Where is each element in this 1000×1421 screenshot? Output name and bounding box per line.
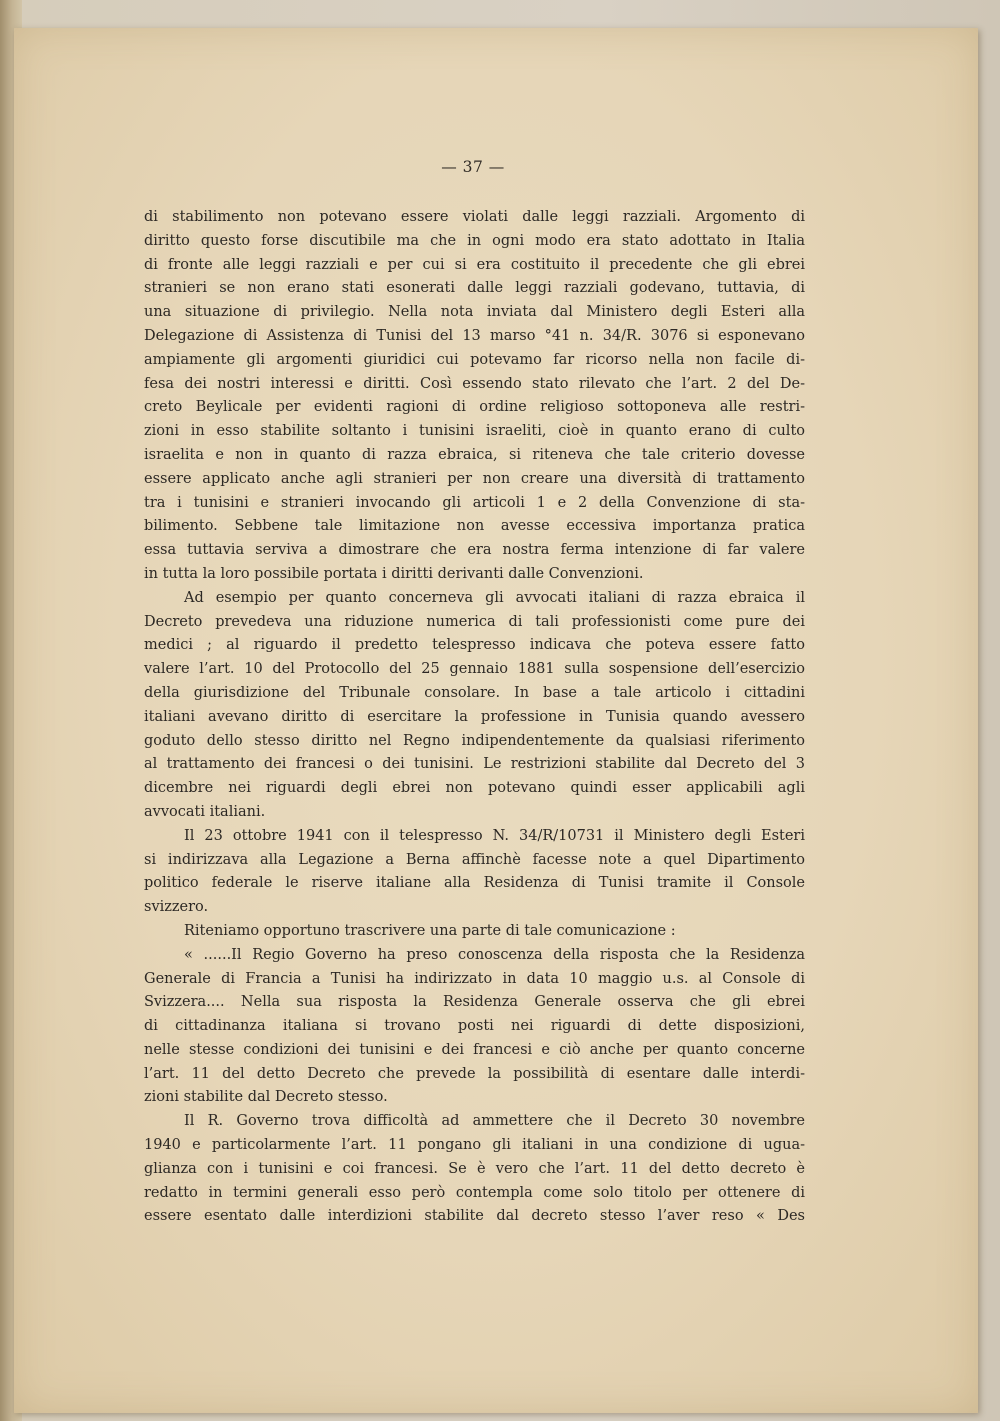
text-line: in tutta la loro possibile portata i diritti derivanti dalle Convenzioni.	[144, 565, 644, 582]
text-line: zioni in esso stabilite soltanto i tunisini israeliti, cioè in quanto erano di culto	[144, 423, 805, 440]
text-line: valere l’art. 10 del Protocollo del 25 gennaio 1881 sulla sospensione dell’esercizio	[144, 661, 805, 678]
text-line: essere applicato anche agli stranieri per non creare una diversità di trattamento	[144, 470, 805, 487]
text-line: avvocati italiani.	[144, 803, 266, 820]
text-line: della giurisdizione del Tribunale consolare. In base a tale articolo i cittadini	[144, 684, 805, 701]
text-line: di cittadinanza italiana si trovano posti nei riguardi di dette disposizioni,	[144, 1018, 805, 1035]
text-line: stranieri se non erano stati esonerati dalle leggi razziali godevano, tuttavia, di	[144, 280, 805, 297]
text-line: redatto in termini generali esso però contempla come solo titolo per ottenere di	[144, 1184, 805, 1201]
text-line: l’art. 11 del detto Decreto che prevede la possibilità di esentare dalle interdi-	[144, 1065, 805, 1082]
text-line: tra i tunisini e stranieri invocando gli articoli 1 e 2 della Convenzione di sta-	[144, 494, 805, 511]
text-line: politico federale le riserve italiane alla Residenza di Tunisi tramite il Console	[144, 875, 805, 892]
text-line: di stabilimento non potevano essere violati dalle leggi razziali. Argomento di	[144, 209, 805, 225]
text-line: Riteniamo opportuno trascrivere una parte di tale comunicazione :	[184, 922, 676, 939]
text-line: glianza con i tunisini e coi francesi. Se è vero che l’art. 11 del detto decreto è	[144, 1160, 805, 1177]
text-line: Il 23 ottobre 1941 con il telespresso N. 34/R/10731 il Ministero degli Esteri	[184, 827, 805, 844]
text-line: si indirizzava alla Legazione a Berna affinchè facesse note a quel Dipartimento	[144, 851, 805, 868]
text-line: medici ; al riguardo il predetto telespresso indicava che poteva essere fatto	[144, 637, 805, 654]
text-line: diritto questo forse discutibile ma che in ogni modo era stato adottato in Italia	[144, 232, 805, 249]
text-line: « ......Il Regio Governo ha preso conoscenza della risposta che la Residenza	[184, 946, 805, 963]
text-line: nelle stesse condizioni dei tunisini e dei francesi e ciò anche per quanto concerne	[144, 1041, 805, 1058]
text-line: goduto dello stesso diritto nel Regno indipendentemente da qualsiasi riferimento	[144, 732, 805, 749]
text-line: essere esentato dalle interdizioni stabilite dal decreto stesso l’aver reso « Des	[144, 1208, 805, 1225]
text-line: svizzero.	[144, 899, 209, 916]
text-line: ampiamente gli argomenti giuridici cui potevamo far ricorso nella non facile di-	[144, 351, 805, 368]
text-line: dicembre nei riguardi degli ebrei non potevano quindi esser applicabili agli	[144, 780, 805, 797]
text-line: al trattamento dei francesi o dei tunisini. Le restrizioni stabilite dal Decreto del 3	[144, 756, 805, 773]
body-text	[144, 206, 805, 1229]
text-line: Generale di Francia a Tunisi ha indirizzato in data 10 maggio u.s. al Console di	[144, 970, 805, 987]
text-line: Decreto prevedeva una riduzione numerica di tali professionisti come pure dei	[144, 613, 805, 630]
text-line: Svizzera.... Nella sua risposta la Residenza Generale osserva che gli ebrei	[144, 994, 805, 1011]
text-line: di fronte alle leggi razziali e per cui si era costituito il precedente che gli ebrei	[144, 256, 805, 273]
text-line: Delegazione di Assistenza di Tunisi del 13 marso °41 n. 34/R. 3076 si esponevano	[144, 327, 805, 344]
text-line: creto Beylicale per evidenti ragioni di ordine religioso sottoponeva alle restri-	[144, 399, 805, 416]
text-line: una situazione di privilegio. Nella nota inviata dal Ministero degli Esteri alla	[144, 304, 805, 321]
text-line: fesa dei nostri interessi e diritti. Così essendo stato rilevato che l’art. 2 del De-	[144, 375, 805, 392]
text-line: italiani avevano diritto di esercitare la professione in Tunisia quando avessero	[144, 708, 805, 725]
text-line: 1940 e particolarmente l’art. 11 pongano gli italiani in una condizione di ugua-	[144, 1137, 805, 1154]
text-line: Ad esempio per quanto concerneva gli avvocati italiani di razza ebraica il	[184, 589, 805, 606]
text-line: bilimento. Sebbene tale limitazione non avesse eccessiva importanza pratica	[144, 518, 805, 535]
text-line: zioni stabilite dal Decreto stesso.	[144, 1089, 388, 1106]
text-line: essa tuttavia serviva a dimostrare che era nostra ferma intenzione di far valere	[144, 542, 805, 559]
page-number: — 37 —	[441, 158, 505, 176]
text-line: israelita e non in quanto di razza ebraica, si riteneva che tale criterio dovesse	[144, 446, 805, 463]
text-line: Il R. Governo trova difficoltà ad ammettere che il Decreto 30 novembre	[184, 1113, 805, 1130]
document-page	[14, 28, 978, 1413]
